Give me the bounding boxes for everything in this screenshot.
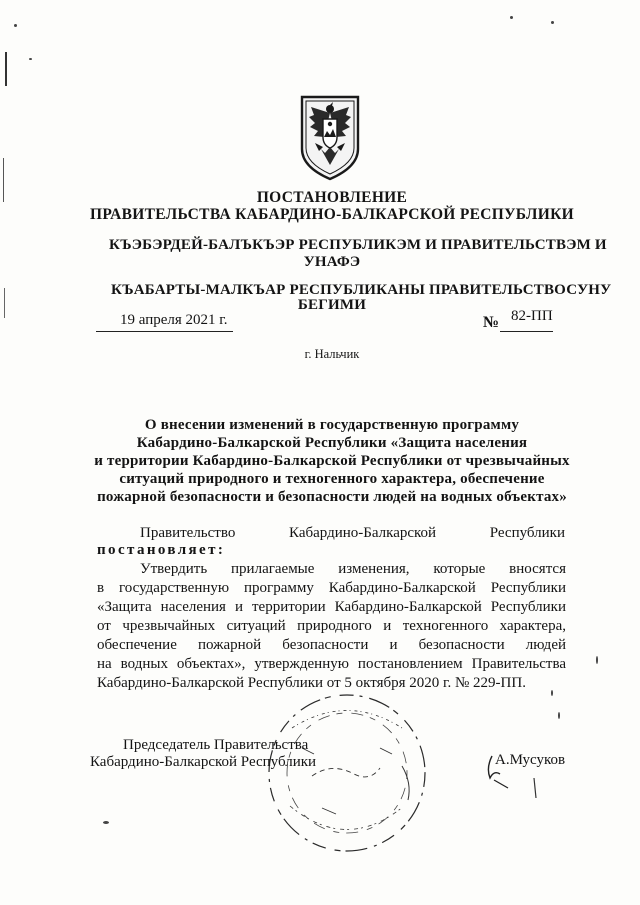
- scan-speck: [551, 690, 553, 696]
- scan-speck: [558, 712, 560, 719]
- scan-speck: [510, 16, 513, 19]
- decree-number: 82-ПП: [511, 308, 553, 324]
- resolves-word: постановляет:: [97, 542, 226, 558]
- decree-title-line3: и территории Кабардино-Балкарской Республики от чрезвычайных: [94, 453, 570, 469]
- official-seal-stamp: [262, 688, 432, 858]
- scan-speck: [596, 656, 598, 664]
- body-line7: Кабардино-Балкарской Республики от 5 октября 2020 г. № 229-ПП.: [97, 675, 526, 691]
- signatory-position-line1: Председатель Правительства: [123, 737, 309, 753]
- document-type-title: ПОСТАНОВЛЕНИЕ: [256, 189, 408, 206]
- body-line6: на водных объектах», утвержденную постановлением Правительства: [97, 656, 566, 672]
- signatory-name: А.Мусуков: [495, 752, 566, 768]
- left-margin-line-lower: [3, 158, 4, 202]
- kabardian-title-line2: УНАФЭ: [303, 254, 361, 270]
- number-underline: [500, 331, 553, 332]
- city: г. Нальчик: [304, 347, 360, 361]
- decree-title-line5: пожарной безопасности и безопасности людей на водных объектах»: [97, 489, 567, 505]
- decree-date: 19 апреля 2021 г.: [120, 312, 228, 328]
- decree-title-line4: ситуаций природного и техногенного характера, обеспечение: [119, 471, 545, 487]
- left-margin-line-bottom: [4, 288, 5, 318]
- preamble: Правительство Кабардино-Балкарской Республики: [140, 525, 565, 541]
- issuing-authority: ПРАВИТЕЛЬСТВА КАБАРДИНО-БАЛКАРСКОЙ РЕСПУБЛИКИ: [89, 206, 575, 223]
- body-line4: от чрезвычайных ситуаций природного и техногенного характера,: [97, 618, 566, 634]
- handwritten-signature: [478, 748, 538, 808]
- kabardian-title-line1: КЪЭБЭРДЕЙ-БАЛЪКЪЭР РЕСПУБЛИКЭМ И ПРАВИТЕЛЬСТВЭМ И: [109, 237, 607, 253]
- number-sign: №: [483, 314, 500, 331]
- scan-speck: [29, 58, 32, 60]
- body-line2: в государственную программу Кабардино-Балкарской Республики: [97, 580, 566, 596]
- decree-title-line2: Кабардино-Балкарской Республики «Защита населения: [136, 435, 528, 451]
- signatory-position-line2: Кабардино-Балкарской Республики: [90, 754, 317, 770]
- decree-title-line1: О внесении изменений в государственную программу: [144, 417, 520, 433]
- body-line3: «Защита населения и территории Кабардино-Балкарской Республики: [97, 599, 566, 615]
- coat-of-arms-emblem: [299, 93, 361, 181]
- body-line5: обеспечение пожарной безопасности и безопасности людей: [97, 637, 566, 653]
- scan-speck: [551, 21, 554, 24]
- balkar-title-line2: БЕГИМИ: [297, 297, 367, 313]
- date-underline: [96, 331, 233, 332]
- body-line1: Утвердить прилагаемые изменения, которые вносятся: [140, 561, 566, 577]
- left-margin-line: [5, 52, 7, 86]
- scan-speck: [14, 24, 17, 27]
- balkar-title-line1: КЪАБАРТЫ-МАЛКЪАР РЕСПУБЛИКАНЫ ПРАВИТЕЛЬСТВОСУНУ: [111, 282, 612, 298]
- scan-speck: [103, 821, 109, 824]
